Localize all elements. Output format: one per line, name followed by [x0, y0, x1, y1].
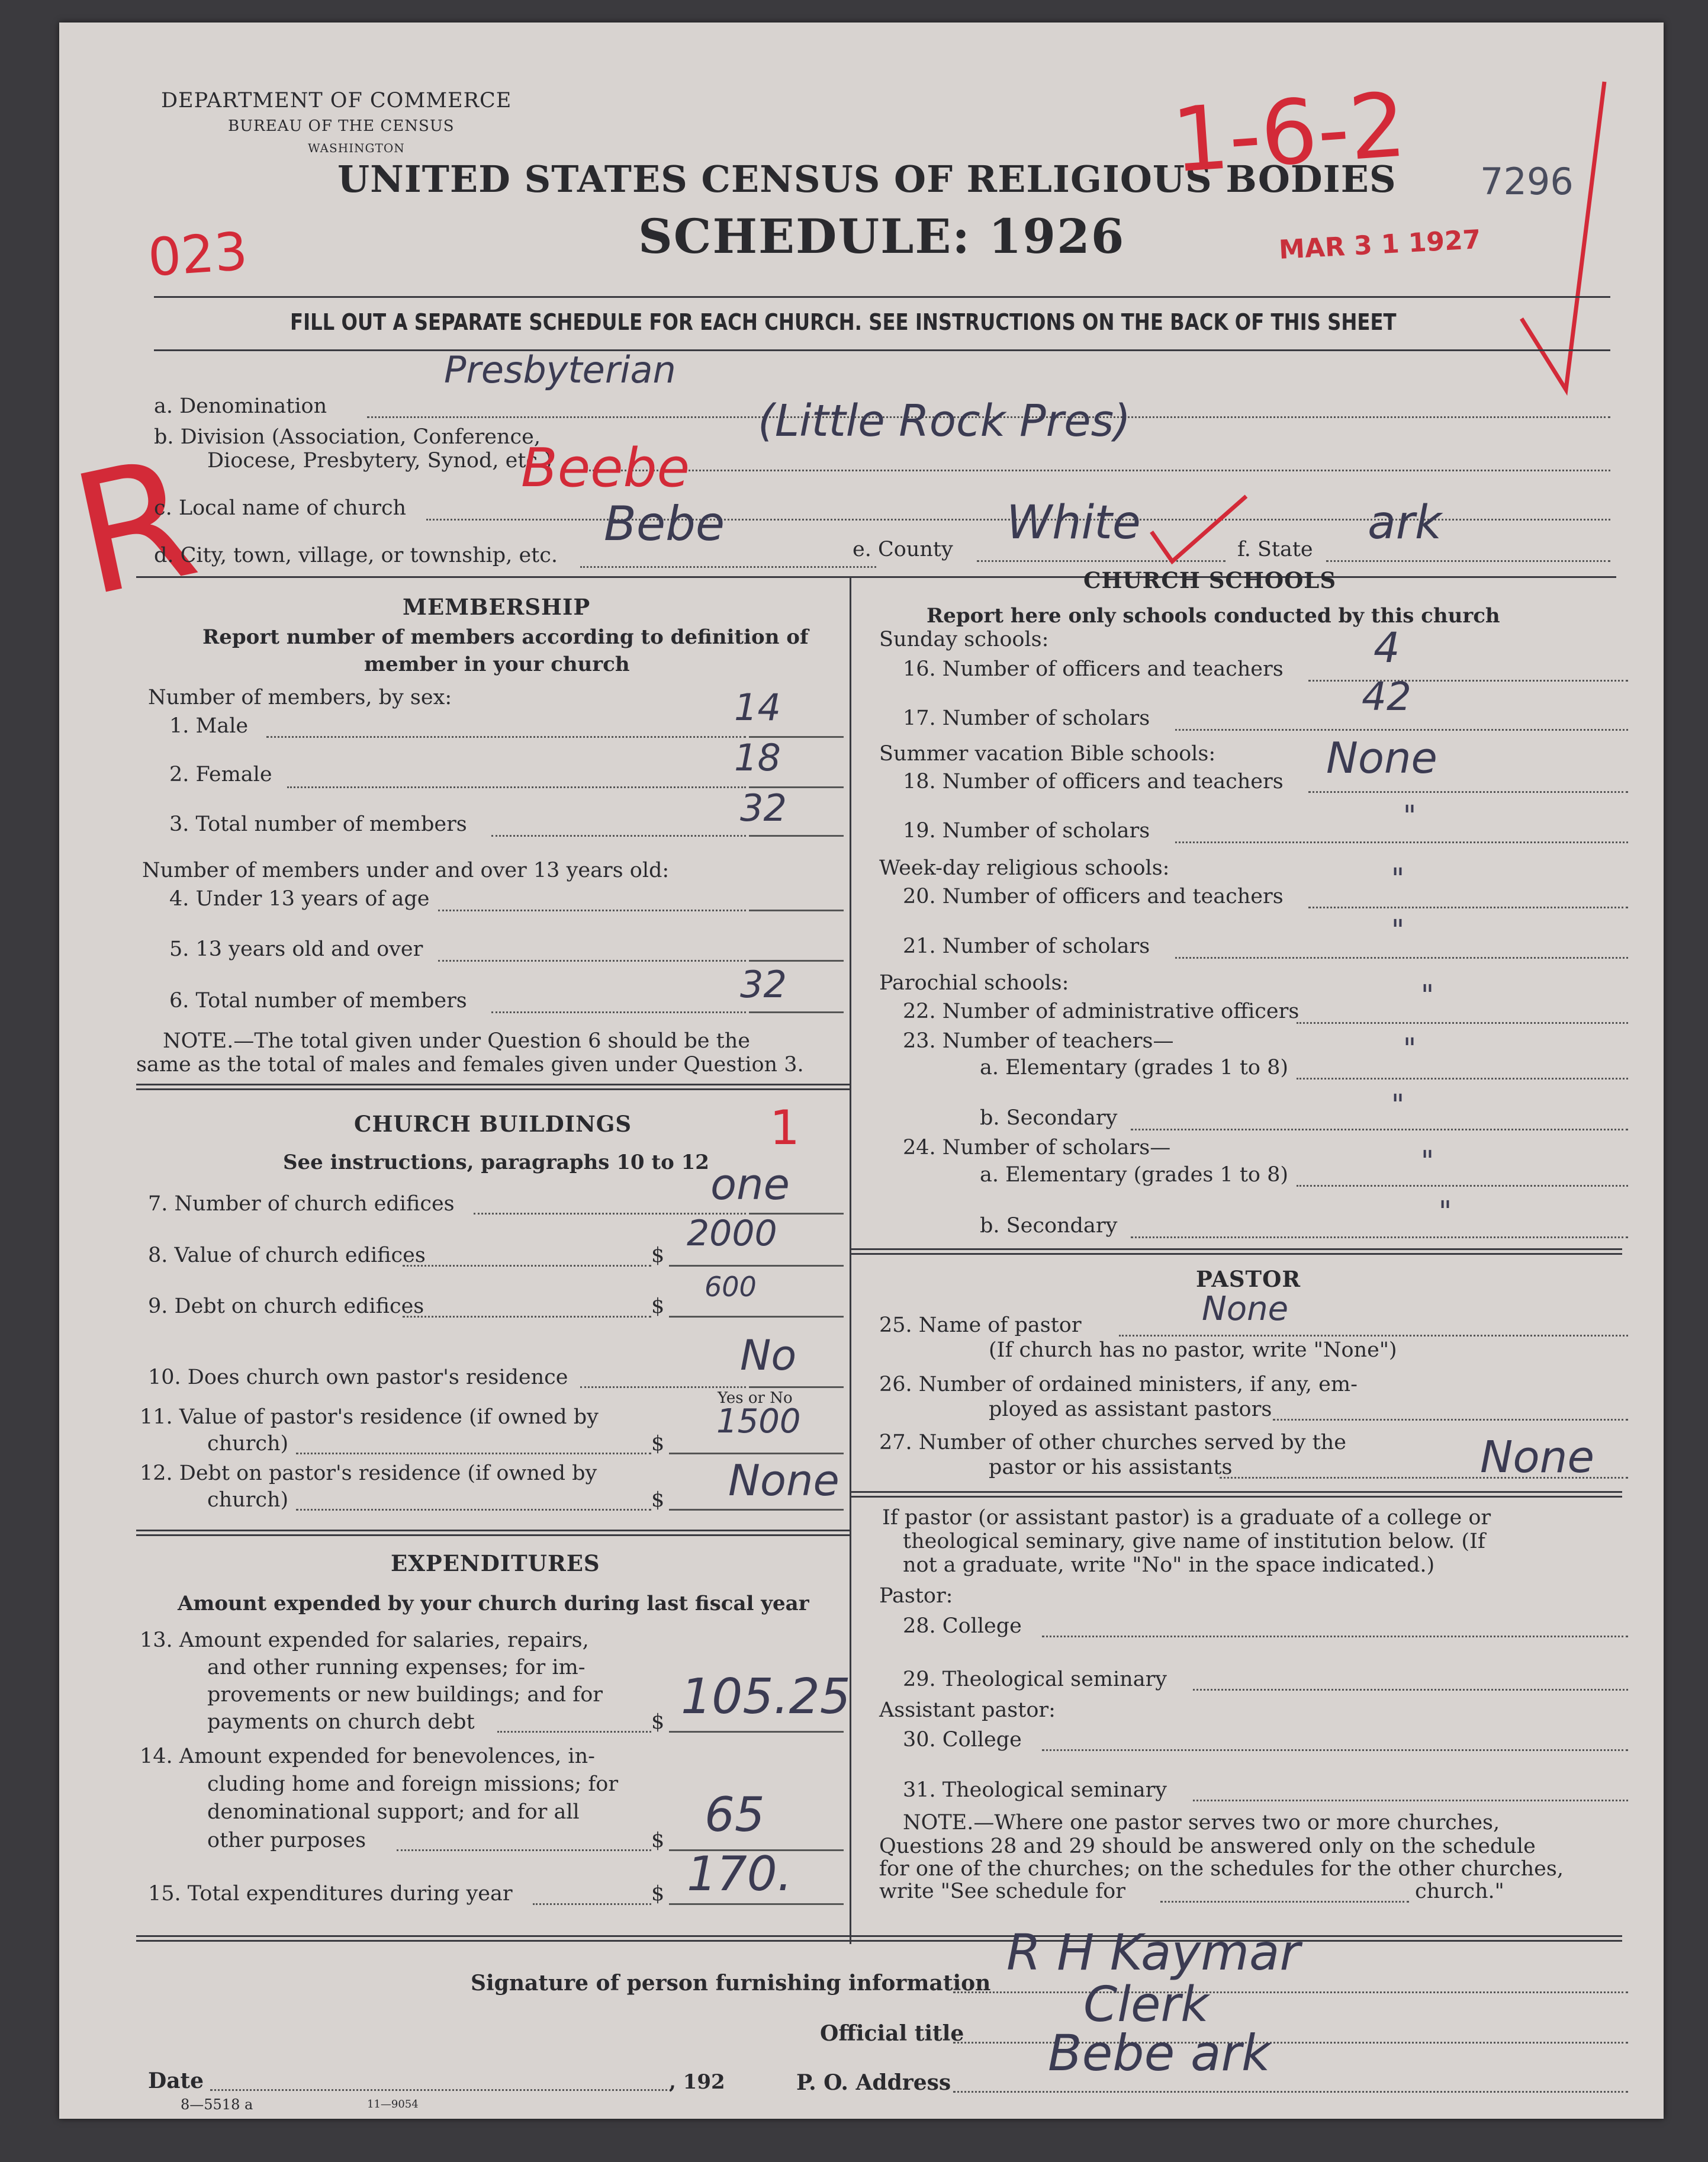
q21-label: 21. Number of scholars — [903, 934, 1150, 958]
q13-value: 105.25 — [681, 1669, 851, 1725]
q28-label: 28. College — [903, 1614, 1022, 1638]
q14-label-4: other purposes — [207, 1829, 366, 1852]
form-number: 8—5518 a — [181, 2096, 253, 2113]
q13-label-3: provements or new buildings; and for — [207, 1683, 603, 1707]
date-year: , 192 — [669, 2070, 725, 2094]
schedule-year: SCHEDULE: 1926 — [638, 208, 1125, 264]
q14-value: 65 — [705, 1787, 765, 1842]
q16-value: 4 — [1374, 624, 1400, 672]
schedule-number: 7296 — [1480, 160, 1574, 203]
q1-label: 1. Male — [169, 714, 249, 738]
q23a-value: " — [1403, 1032, 1417, 1065]
q11-label-2: church) — [207, 1432, 289, 1456]
city-label: d. City, town, village, or township, etc. — [154, 544, 558, 567]
q23b-label: b. Secondary — [980, 1106, 1118, 1130]
left-code-mark: 023 — [146, 220, 250, 288]
weekday-schools-label: Week-day religious schools: — [879, 856, 1170, 880]
q23a-label: a. Elementary (grades 1 to 8) — [980, 1056, 1289, 1080]
q20-value: " — [1391, 862, 1405, 895]
denomination-label: a. Denomination — [154, 394, 327, 418]
pastor-note-2: Questions 28 and 29 should be answered only on the schedule — [879, 1835, 1536, 1858]
q25-note: (If church has no pastor, write "None") — [989, 1338, 1397, 1362]
q11-value: 1500 — [716, 1402, 801, 1441]
q14-label-2: cluding home and foreign missions; for — [207, 1772, 619, 1796]
state-value: ark — [1368, 496, 1442, 550]
po-address-value: Bebe ark — [1048, 2024, 1270, 2082]
state-label: f. State — [1237, 538, 1313, 561]
q14-label-3: denominational support; and for all — [207, 1800, 580, 1824]
members-by-sex-label: Number of members, by sex: — [148, 686, 452, 709]
official-title-label: Official title — [820, 2021, 964, 2046]
assistant-pastor-label: Assistant pastor: — [879, 1698, 1056, 1722]
q3-label: 3. Total number of members — [169, 812, 467, 836]
graduate-instructions-2: theological seminary, give name of institution below. (If — [903, 1530, 1485, 1553]
q20-label: 20. Number of officers and teachers — [903, 885, 1284, 908]
q3-value: 32 — [740, 786, 787, 830]
membership-heading: MEMBERSHIP — [403, 594, 591, 620]
division-label-2: Diocese, Presbytery, Synod, etc.) — [207, 449, 552, 473]
q24a-label: a. Elementary (grades 1 to 8) — [980, 1163, 1289, 1187]
q25-label: 25. Name of pastor — [879, 1313, 1082, 1337]
church-buildings-subtitle: See instructions, paragraphs 10 to 12 — [283, 1151, 709, 1174]
q15-label: 15. Total expenditures during year — [148, 1882, 513, 1906]
q30-label: 30. College — [903, 1728, 1022, 1752]
official-title-value: Clerk — [1083, 1977, 1209, 2033]
form-title: UNITED STATES CENSUS OF RELIGIOUS BODIES — [337, 158, 1397, 201]
department-heading: DEPARTMENT OF COMMERCE — [161, 89, 512, 113]
q23b-value: " — [1391, 1088, 1405, 1122]
membership-subtitle-2: member in your church — [364, 653, 630, 676]
q18-value: None — [1326, 733, 1437, 783]
q6-value: 32 — [740, 963, 787, 1006]
q29-label: 29. Theological seminary — [903, 1668, 1167, 1691]
q10-label: 10. Does church own pastor's residence — [148, 1366, 568, 1389]
q8-value: 2000 — [687, 1213, 777, 1254]
q27-label-2: pastor or his assistants — [989, 1456, 1233, 1479]
q24b-label: b. Secondary — [980, 1214, 1118, 1238]
q8-label: 8. Value of church edifices — [148, 1244, 426, 1267]
church-schools-heading: CHURCH SCHOOLS — [1083, 567, 1337, 593]
q11-label: 11. Value of pastor's residence (if owned by — [140, 1405, 599, 1429]
census-schedule-sheet: DEPARTMENT OF COMMERCE BUREAU OF THE CENSUS WASHINGTON UNITED STATES CENSUS OF RELIGIOUS BODIES SCHEDULE: 1926 1-6-2 7296 023 MAR 3 1 1927 R FILL OUT A SEPARATE SCHEDULE FOR EACH CHURCH. SEE INSTRUCTIONS ON THE BACK OF THIS SHEET a. Denomination Presbyterian b. Division (Association, Conference, Diocese, Presbytery, Synod, etc.) (Little Rock Pres) c. Local name of church Beebe d. City, town, village, or township, etc. Bebe e. County White f. State ark MEMBERSHIP Report number of members according to definition of member in your church Number of members, by sex: 1. Male 14 2. Female 18 3. Total number of members 32 Number of members under and over 13 years old: 4. Under 13 years of age 5. 13 years old and over 6. Total number of members 32 NOTE.—The total given under Question 6 should be the same as the total of males and females given under Question 3. CHURCH BUILDINGS See instructions, paragraphs 10 to 12 1 7. Number of church edifices one 8. Value of church edifices $ 2000 9. Debt on church edifices $ 600 10. Does church own pastor's residence No Yes or No 11. Value of pastor's residence (if owned by church) $ 1500 12. Debt on pastor's residence (if owned by church) $ None EXPENDITURES Amount expended by your church during last fiscal year 13. Amount expended for salaries, repairs, and other running expenses; for im- provements or new buildings; and for payments on church debt $ 105.25 14. Amount expended for benevolences, in- cluding home and foreign missions; for denominational support; and for all other purposes $ 65 15. Total expenditures during year $ 170. CHURCH SCHOOLS Report here only schools conducted by this church Sunday schools: 16. Number of officers and teachers 4 17. Number of scholars 42 Summer vacation Bible schools: 18. Number of officers and teachers None 19. Number of scholars " Week-day religious schools: 20. Number of officers and teachers " 21. Number of scholars " Parochial schools: 22. Number of administrative officers " 23. Number of teachers— a. Elementary (grades 1 to 8) " b. Secondary " 24. Number of scholars— a. Elementary (grades 1 to 8) " b. Secondary " PASTOR 25. Name of pastor None (If church has no pastor, write "None") 26. Number of ordained ministers, if any, em- ployed as assistant pastors 27. Number of other churches served by the pastor or his assistants None If pastor (or assistant pastor) is a graduate of a college or theological seminary, give name of institution below. (If not a graduate, write "No" in the space indicated.) Pastor: 28. College 29. Theological seminary Assistant pastor: 30. College 31. Theological seminary NOTE.—Where one pastor serves two or more churches, Questions 28 and 29 should be answered only on the schedule for one of the churches; on the schedules for the other churches, write "See schedule for church." Signature of person furnishing information R H Kaymar Official title Clerk Date , 192 P. O. Address Bebe ark 8—5518 a 11—9054 — [59, 23, 1664, 2119]
q12-value: None — [728, 1456, 839, 1505]
q7-value: one — [710, 1159, 790, 1209]
q26-label-2: ployed as assistant pastors — [989, 1398, 1272, 1421]
q21-value: " — [1391, 914, 1405, 947]
parochial-schools-label: Parochial schools: — [879, 971, 1069, 995]
q2-value: 18 — [734, 736, 781, 779]
q27-label: 27. Number of other churches served by the — [879, 1431, 1346, 1454]
church-name-value: Beebe — [521, 437, 690, 499]
signature-value: R H Kaymar — [1006, 1923, 1301, 1981]
signature-label: Signature of person furnishing information — [471, 1971, 991, 1996]
sunday-schools-label: Sunday schools: — [879, 628, 1049, 651]
q24b-value: " — [1439, 1195, 1452, 1228]
q22-value: " — [1421, 979, 1434, 1012]
q9-label: 9. Debt on church edifices — [148, 1294, 424, 1318]
q1-value: 14 — [734, 686, 781, 729]
q12-label: 12. Debt on pastor's residence (if owned by — [140, 1461, 597, 1485]
expenditures-heading: EXPENDITURES — [391, 1550, 600, 1576]
city-value: Bebe — [604, 496, 725, 551]
instructions-banner: FILL OUT A SEPARATE SCHEDULE FOR EACH CHURCH. SEE INSTRUCTIONS ON THE BACK OF THIS SHEET — [290, 309, 1397, 335]
graduate-instructions-3: not a graduate, write "No" in the space indicated.) — [903, 1553, 1435, 1577]
received-date-stamp: MAR 3 1 1927 — [1278, 224, 1482, 265]
q6-label: 6. Total number of members — [169, 989, 467, 1013]
q14-label: 14. Amount expended for benevolences, in- — [140, 1745, 595, 1768]
q5-label: 5. 13 years old and over — [169, 937, 423, 961]
q27-value: None — [1480, 1432, 1595, 1483]
q24-label: 24. Number of scholars— — [903, 1136, 1171, 1159]
q7-correction-mark: 1 — [770, 1100, 800, 1155]
yes-no-hint: Yes or No — [718, 1389, 793, 1407]
red-check-icon — [1149, 490, 1249, 573]
q26-label: 26. Number of ordained ministers, if any, em- — [879, 1373, 1358, 1396]
county-value: White — [1006, 496, 1141, 550]
q13-label: 13. Amount expended for salaries, repairs, — [140, 1628, 589, 1652]
q9-value: 600 — [705, 1271, 757, 1303]
pastor-label: Pastor: — [879, 1584, 953, 1608]
church-name-label: c. Local name of church — [154, 496, 407, 520]
q13-label-4: payments on church debt — [207, 1710, 475, 1734]
r-mark: R — [58, 421, 211, 634]
division-label: b. Division (Association, Conference, — [154, 425, 541, 449]
county-label: e. County — [853, 538, 953, 561]
q4-label: 4. Under 13 years of age — [169, 887, 430, 911]
q25-value: None — [1202, 1290, 1289, 1328]
members-by-age-label: Number of members under and over 13 years old: — [142, 859, 670, 882]
po-address-label: P. O. Address — [796, 2070, 951, 2095]
membership-note: NOTE.—The total given under Question 6 should be the — [163, 1029, 750, 1053]
expenditures-subtitle: Amount expended by your church during last fiscal year — [178, 1592, 809, 1615]
check-mark-icon — [1510, 70, 1616, 401]
q15-value: 170. — [687, 1846, 793, 1901]
q19-value: " — [1403, 799, 1417, 833]
summer-schools-label: Summer vacation Bible schools: — [879, 742, 1216, 766]
q23-label: 23. Number of teachers— — [903, 1029, 1174, 1053]
q16-label: 16. Number of officers and teachers — [903, 657, 1284, 681]
denomination-value: Presbyterian — [444, 348, 676, 391]
division-value: (Little Rock Pres) — [758, 396, 1131, 446]
membership-note-2: same as the total of males and females given under Question 3. — [136, 1053, 804, 1077]
q7-label: 7. Number of church edifices — [148, 1192, 455, 1216]
print-number: 11—9054 — [367, 2098, 419, 2110]
date-label: Date — [148, 2068, 204, 2093]
church-schools-subtitle: Report here only schools conducted by this church — [927, 604, 1500, 628]
corner-code-mark: 1-6-2 — [1169, 73, 1410, 193]
graduate-instructions: If pastor (or assistant pastor) is a graduate of a college or — [882, 1506, 1491, 1530]
pastor-note-3: for one of the churches; on the schedules for the other churches, — [879, 1857, 1564, 1881]
pastor-heading: PASTOR — [1196, 1266, 1301, 1292]
church-buildings-heading: CHURCH BUILDINGS — [354, 1111, 632, 1137]
pastor-note: NOTE.—Where one pastor serves two or more churches, — [903, 1811, 1500, 1835]
q10-value: No — [740, 1331, 797, 1380]
q19-label: 19. Number of scholars — [903, 819, 1150, 843]
pastor-note-4: write "See schedule for — [879, 1880, 1125, 1903]
q31-label: 31. Theological seminary — [903, 1778, 1167, 1802]
q24a-value: " — [1421, 1145, 1434, 1178]
q12-label-2: church) — [207, 1488, 289, 1512]
q17-label: 17. Number of scholars — [903, 706, 1150, 730]
q18-label: 18. Number of officers and teachers — [903, 770, 1284, 794]
pastor-note-4b: church." — [1415, 1880, 1504, 1903]
q13-label-2: and other running expenses; for im- — [207, 1656, 586, 1679]
q17-value: 42 — [1362, 674, 1411, 719]
q2-label: 2. Female — [169, 763, 272, 786]
city-heading: WASHINGTON — [308, 141, 405, 155]
membership-subtitle: Report number of members according to definition of — [202, 625, 809, 649]
q22-label: 22. Number of administrative officers — [903, 1000, 1300, 1023]
bureau-heading: BUREAU OF THE CENSUS — [228, 117, 455, 135]
